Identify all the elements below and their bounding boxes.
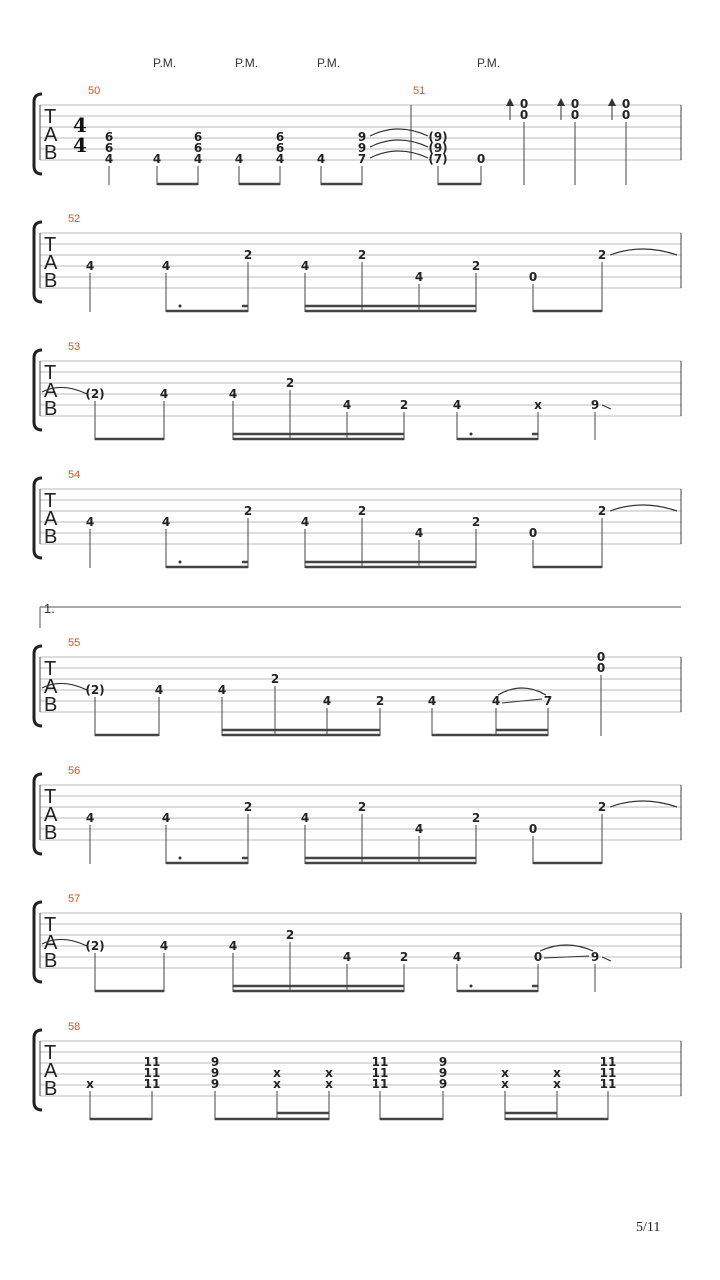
fret-number: 0 [519,97,529,111]
fret-number: 11 [143,1077,161,1091]
fret-number: 9 [438,1066,448,1080]
fret-number: 2 [471,259,481,273]
fret-number: 0 [570,108,580,122]
fret-number: x [501,1077,509,1091]
system-7 [34,893,681,992]
slide-line [602,405,611,409]
palm-mute-mark: P.M. [153,56,177,70]
measure-number: 54 [68,469,81,481]
fret-number: 4 [217,683,227,697]
fret-number: 0 [528,526,538,540]
fret-number: 4 [159,387,169,401]
tie-arc [610,505,677,511]
system-8 [34,1021,681,1120]
system-bracket [34,478,42,558]
fret-number: 11 [599,1055,617,1069]
dot [470,985,473,988]
fret-number: 4 [152,152,162,166]
system-bracket [34,1030,42,1110]
fret-number: 6 [104,141,114,155]
tab-letter-b: B [44,142,58,164]
fret-number: 4 [342,950,352,964]
tab-letter-a: A [44,252,58,274]
fret-number: 9 [438,1055,448,1069]
slur-arc [498,688,546,695]
fret-number: 4 [161,811,171,825]
measure-number: 58 [68,1021,81,1033]
tie-arc [610,801,677,807]
tab-letter-t: T [44,106,57,128]
fret-number: (2) [85,387,105,401]
page-number: 5/11 [636,1220,661,1235]
fret-number: 2 [597,504,607,518]
fret-number: 9 [210,1077,220,1091]
fret-number: x [534,398,542,412]
fret-number: (2) [85,939,105,953]
fret-number: 6 [275,141,285,155]
system-5 [34,637,681,736]
fret-number: 2 [243,248,253,262]
tab-letter-a: A [44,676,58,698]
fret-number: x [553,1066,561,1080]
fret-number: 2 [270,672,280,686]
fret-number: 2 [375,694,385,708]
palm-mute-mark: P.M. [235,56,259,70]
fret-number: (7) [428,152,448,166]
dot [470,433,473,436]
tab-letter-t: T [44,234,57,256]
dot [179,305,182,308]
fret-number: 2 [471,515,481,529]
fret-number: 4 [322,694,332,708]
fret-number: 4 [161,259,171,273]
fret-number: 2 [597,248,607,262]
fret-number: 11 [143,1066,161,1080]
time-signature-top: 4 [73,113,87,137]
fret-number: 4 [193,152,203,166]
tab-letter-t: T [44,658,57,680]
fret-number: 4 [452,950,462,964]
fret-number: 2 [243,800,253,814]
fret-number: 6 [275,130,285,144]
measure-number: 53 [68,341,81,353]
fret-number: 4 [228,387,238,401]
fret-number: 0 [519,108,529,122]
fret-number: 9 [438,1077,448,1091]
fret-number: 0 [528,270,538,284]
fret-number: 9 [210,1055,220,1069]
measure-number: 55 [68,637,81,649]
tab-letter-t: T [44,914,57,936]
fret-number: 11 [143,1055,161,1069]
fret-number: 9 [210,1066,220,1080]
fret-number: x [501,1066,509,1080]
palm-mute-mark: P.M. [477,56,501,70]
fret-number: 9 [590,398,600,412]
tab-letter-a: A [44,804,58,826]
fret-number: 2 [597,800,607,814]
fret-number: 2 [243,504,253,518]
fret-number: 2 [357,248,367,262]
measure-number: 50 [88,85,101,97]
tab-letter-t: T [44,786,57,808]
fret-number: 4 [452,398,462,412]
fret-number: 0 [621,108,631,122]
fret-number: 4 [85,515,95,529]
dot [179,857,182,860]
fret-number: (9) [428,130,448,144]
system-bracket [34,350,42,430]
system-bracket [34,902,42,982]
tab-letter-a: A [44,380,58,402]
fret-number: 2 [357,800,367,814]
fret-number: 0 [621,97,631,111]
tie-arcs [370,129,428,158]
fret-number: 2 [399,398,409,412]
fret-number: 9 [357,130,367,144]
fret-number: (9) [428,141,448,155]
fret-number: 0 [596,650,606,664]
time-signature-bottom: 4 [73,133,87,157]
fret-number: x [86,1077,94,1091]
system-bracket [34,646,42,726]
tie-arc [610,249,677,255]
fret-number: 4 [300,811,310,825]
dot [179,561,182,564]
fret-numbers [105,97,630,166]
fret-number: 9 [357,141,367,155]
fret-number: 11 [371,1066,389,1080]
tab-letter-b: B [44,694,58,716]
fret-number: 0 [476,152,486,166]
fret-number: 11 [599,1066,617,1080]
fret-number: x [325,1077,333,1091]
fret-number: 2 [285,376,295,390]
fret-number: 4 [228,939,238,953]
fret-number: 6 [193,130,203,144]
fret-number: 4 [427,694,437,708]
measure-number: 57 [68,893,81,905]
volta-bracket [40,601,681,628]
fret-number: 11 [371,1055,389,1069]
fret-number: 0 [596,661,606,675]
fret-number: x [273,1066,281,1080]
fret-number: 4 [104,152,114,166]
system-bracket [34,774,42,854]
fret-number: 0 [533,950,543,964]
fret-number: 7 [543,694,553,708]
slide-line [602,957,611,961]
fret-number: 11 [371,1077,389,1091]
fret-number: 4 [342,398,352,412]
fret-number: 4 [234,152,244,166]
fret-number: 7 [357,152,367,166]
palm-mute-mark: P.M. [317,56,341,70]
system-4 [34,469,681,568]
fret-number: 4 [316,152,326,166]
fret-number: 11 [599,1077,617,1091]
fret-number: 4 [300,515,310,529]
system-2 [34,213,681,312]
fret-number: 2 [357,504,367,518]
tab-letter-t: T [44,490,57,512]
fret-number: 4 [414,822,424,836]
fret-number: 2 [399,950,409,964]
fret-number: 6 [193,141,203,155]
tab-letter-a: A [44,1060,58,1082]
fret-number: 0 [528,822,538,836]
measure-number: 52 [68,213,81,225]
fret-number: 9 [590,950,600,964]
fret-number: 4 [85,259,95,273]
fret-number: 4 [159,939,169,953]
fret-number: 4 [85,811,95,825]
fret-number: x [325,1066,333,1080]
fret-number: 0 [570,97,580,111]
system-1 [34,56,681,185]
stems [109,122,626,185]
measure-number: 56 [68,765,81,777]
measure-number: 51 [413,85,426,97]
fret-number: 6 [104,130,114,144]
tab-letter-b: B [44,1078,58,1100]
system-bracket [34,94,42,174]
tab-letter-a: A [44,932,58,954]
tab-letter-a: A [44,124,58,146]
fret-number: 4 [161,515,171,529]
tab-letter-b: B [44,398,58,420]
fret-number: 2 [285,928,295,942]
fret-number: 4 [414,270,424,284]
fret-number: 4 [491,694,501,708]
fret-number: 4 [275,152,285,166]
tab-letter-t: T [44,1042,57,1064]
fret-number: x [273,1077,281,1091]
tab-letter-b: B [44,950,58,972]
tab-letter-b: B [44,822,58,844]
system-bracket [34,222,42,302]
system-3 [34,341,681,440]
fret-number: 4 [154,683,164,697]
fret-number: x [553,1077,561,1091]
fret-number: 4 [300,259,310,273]
volta-label: 1. [44,601,55,616]
tab-letter-a: A [44,508,58,530]
system-6 [34,765,681,864]
fret-number: 2 [471,811,481,825]
tab-letter-t: T [44,362,57,384]
fret-number: 4 [414,526,424,540]
tab-letter-b: B [44,526,58,548]
fret-number: (2) [85,683,105,697]
tab-letter-b: B [44,270,58,292]
